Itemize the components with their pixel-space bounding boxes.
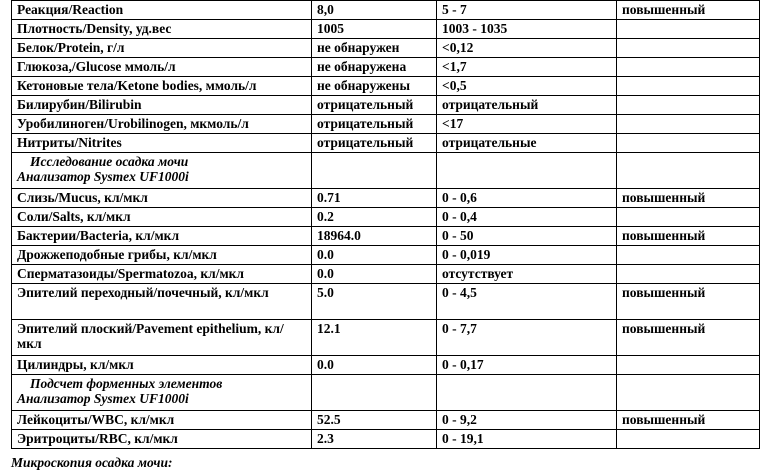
param-cell: Эпителий переходный/почечный, кл/мкл [12, 284, 312, 320]
value-cell: 1005 [312, 20, 437, 39]
table-row [12, 227, 760, 246]
table-row [12, 208, 760, 227]
param-cell: Глюкоза,/Glucose ммоль/л [12, 58, 312, 77]
value-cell: отрицательный [312, 115, 437, 134]
value-cell: 0.0 [312, 246, 437, 265]
param-cell: Нитриты/Nitrites [12, 134, 312, 153]
table-row [12, 77, 760, 96]
table-row [12, 115, 760, 134]
flag-cell [617, 39, 760, 58]
ref-cell: <0,12 [437, 39, 617, 58]
table-row [12, 39, 760, 58]
flag-cell [617, 77, 760, 96]
param-cell: Эритроциты/RBC, кл/мкл [12, 430, 312, 449]
param-cell: Бактерии/Bacteria, кл/мкл [12, 227, 312, 246]
value-cell: не обнаружена [312, 58, 437, 77]
value-cell: не обнаружен [312, 39, 437, 58]
value-cell: 8,0 [312, 1, 437, 20]
param-cell: Лейкоциты/WBC, кл/мкл [12, 411, 312, 430]
table-row [12, 430, 760, 449]
section-heading-line1: Исследование осадка мочи [30, 154, 189, 169]
param-cell: Белок/Protein, г/л [12, 39, 312, 58]
flag-cell [617, 430, 760, 449]
section-heading-line1: Подсчет форменных элементов [30, 376, 223, 391]
flag-cell [617, 208, 760, 227]
flag-cell [617, 115, 760, 134]
ref-cell: 0 - 4,5 [437, 284, 617, 320]
param-cell: Эпителий плоский/Pavement epithelium, кл/мкл [12, 320, 312, 356]
table-row [12, 96, 760, 115]
flag-cell [617, 58, 760, 77]
value-cell: 0.0 [312, 265, 437, 284]
value-cell: 12.1 [312, 320, 437, 356]
table-row [12, 58, 760, 77]
ref-cell: отсутствует [437, 265, 617, 284]
flag-cell: повышенный [617, 227, 760, 246]
value-cell: 5.0 [312, 284, 437, 320]
flag-cell [617, 20, 760, 39]
value-cell: 0.71 [312, 189, 437, 208]
value-cell: не обнаружены [312, 77, 437, 96]
ref-cell: 0 - 0,4 [437, 208, 617, 227]
value-cell: отрицательный [312, 96, 437, 115]
param-cell: Цилиндры, кл/мкл [12, 356, 312, 375]
empty-cell [312, 153, 437, 189]
flag-cell [617, 356, 760, 375]
flag-cell: повышенный [617, 1, 760, 20]
param-cell: Сперматазоиды/Spermatozoa, кл/мкл [12, 265, 312, 284]
ref-cell: 0 - 0,6 [437, 189, 617, 208]
ref-cell: отрицательные [437, 134, 617, 153]
section-heading-row [12, 153, 760, 189]
value-cell: 18964.0 [312, 227, 437, 246]
ref-cell: отрицательный [437, 96, 617, 115]
table-row [12, 284, 760, 320]
section-heading-row [12, 375, 760, 411]
empty-cell [437, 153, 617, 189]
ref-cell: 0 - 50 [437, 227, 617, 246]
flag-cell [617, 96, 760, 115]
flag-cell: повышенный [617, 411, 760, 430]
ref-cell: 0 - 0,019 [437, 246, 617, 265]
flag-cell: повышенный [617, 320, 760, 356]
ref-cell: <0,5 [437, 77, 617, 96]
param-cell: Билирубин/Bilirubin [12, 96, 312, 115]
value-cell: отрицательный [312, 134, 437, 153]
ref-cell: 1003 - 1035 [437, 20, 617, 39]
param-cell: Соли/Salts, кл/мкл [12, 208, 312, 227]
param-cell: Кетоновые тела/Ketone bodies, ммоль/л [12, 77, 312, 96]
value-cell: 0.2 [312, 208, 437, 227]
flag-cell: повышенный [617, 284, 760, 320]
value-cell: 2.3 [312, 430, 437, 449]
param-cell: Слизь/Mucus, кл/мкл [12, 189, 312, 208]
table-row [12, 246, 760, 265]
results-sheet [11, 0, 760, 449]
empty-cell [437, 375, 617, 411]
table-row [12, 189, 760, 208]
param-cell: Реакция/Reaction [12, 1, 312, 20]
flag-cell [617, 134, 760, 153]
microscopy-footer-text: Микроскопия осадка мочи: [11, 455, 173, 470]
param-cell: Уробилиноген/Urobilinogen, мкмоль/л [12, 115, 312, 134]
ref-cell: <1,7 [437, 58, 617, 77]
lab-results-table [11, 0, 760, 449]
ref-cell: 0 - 7,7 [437, 320, 617, 356]
table-row [12, 1, 760, 20]
flag-cell [617, 265, 760, 284]
table-row [12, 320, 760, 356]
ref-cell: <17 [437, 115, 617, 134]
ref-cell: 0 - 9,2 [437, 411, 617, 430]
ref-cell: 0 - 19,1 [437, 430, 617, 449]
table-row [12, 20, 760, 39]
section-heading [12, 153, 312, 189]
table-row [12, 356, 760, 375]
flag-cell [617, 246, 760, 265]
value-cell: 0.0 [312, 356, 437, 375]
empty-cell [617, 153, 760, 189]
param-cell: Плотность/Density, уд.вес [12, 20, 312, 39]
table-row [12, 411, 760, 430]
section-heading-line2: Анализатор Sysmex UF1000i [17, 391, 189, 406]
table-row [12, 265, 760, 284]
ref-cell: 5 - 7 [437, 1, 617, 20]
ref-cell: 0 - 0,17 [437, 356, 617, 375]
section-heading-line2: Анализатор Sysmex UF1000i [17, 169, 189, 184]
param-cell: Дрожжеподобные грибы, кл/мкл [12, 246, 312, 265]
value-cell: 52.5 [312, 411, 437, 430]
section-heading [12, 375, 312, 411]
empty-cell [312, 375, 437, 411]
table-row [12, 134, 760, 153]
empty-cell [617, 375, 760, 411]
flag-cell: повышенный [617, 189, 760, 208]
